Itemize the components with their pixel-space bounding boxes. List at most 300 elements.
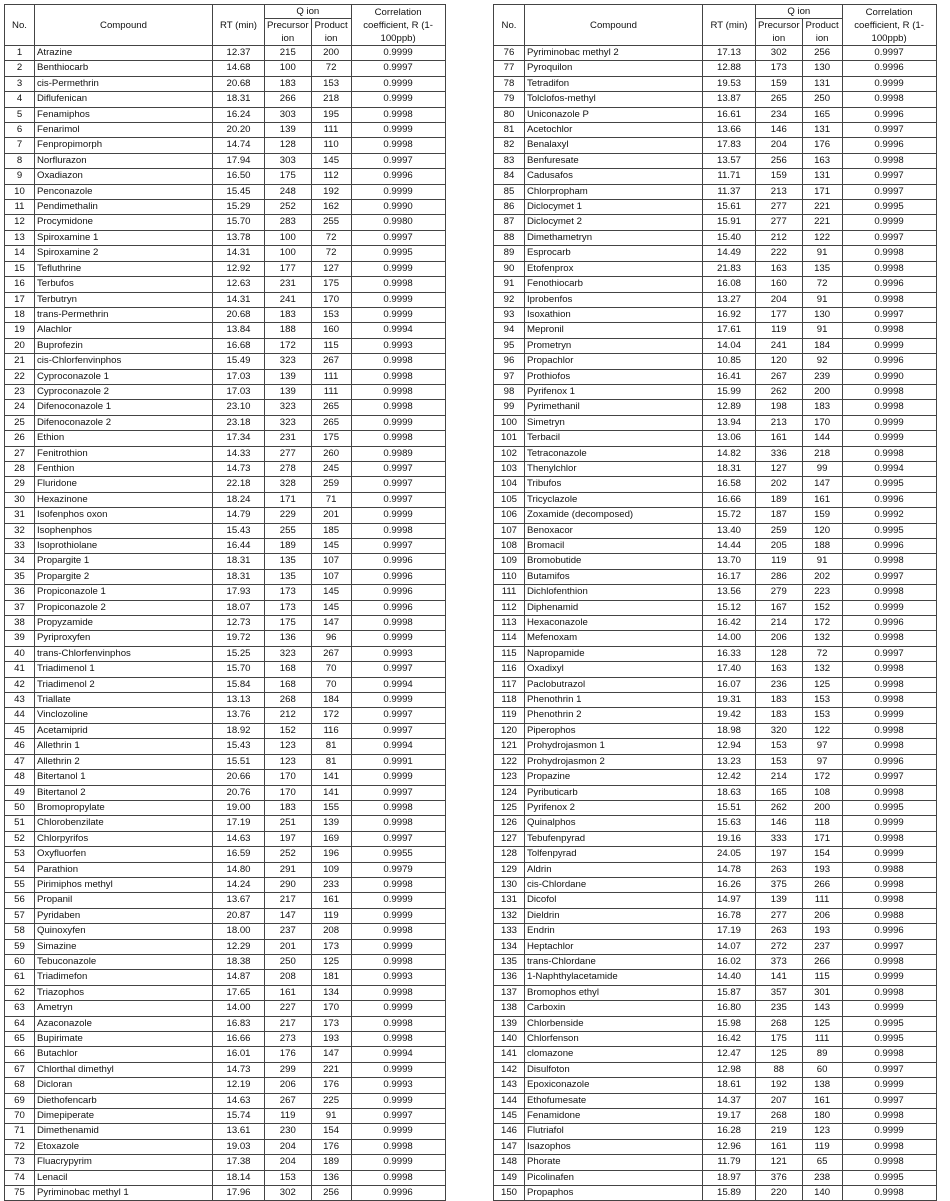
cell-correlation: 0.9998 xyxy=(842,723,936,738)
table-row xyxy=(494,785,937,800)
cell-compound: Propachlor xyxy=(525,354,703,369)
cell-no: 68 xyxy=(5,1078,35,1093)
cell-correlation: 0.9990 xyxy=(351,200,445,215)
cell-precursor: 163 xyxy=(756,662,803,677)
cell-correlation: 0.9996 xyxy=(842,492,936,507)
cell-rt: 13.13 xyxy=(213,693,265,708)
cell-rt: 14.82 xyxy=(703,446,756,461)
table-row xyxy=(494,970,937,985)
table-row xyxy=(494,1032,937,1047)
cell-rt: 18.00 xyxy=(213,924,265,939)
cell-compound: Bupirimate xyxy=(35,1032,213,1047)
cell-compound: Penconazole xyxy=(35,184,213,199)
cell-rt: 15.63 xyxy=(703,816,756,831)
cell-compound: Triadimenol 1 xyxy=(35,662,213,677)
cell-correlation: 0.9995 xyxy=(842,800,936,815)
cell-rt: 20.20 xyxy=(213,123,265,138)
cell-product: 138 xyxy=(802,1078,842,1093)
cell-precursor: 336 xyxy=(756,446,803,461)
cell-precursor: 320 xyxy=(756,723,803,738)
cell-correlation: 0.9993 xyxy=(351,1078,445,1093)
table-row xyxy=(494,893,937,908)
cell-compound: Allethrin 2 xyxy=(35,754,213,769)
cell-compound: 1-Naphthylacetamide xyxy=(525,970,703,985)
cell-correlation: 0.9997 xyxy=(351,153,445,168)
table-row xyxy=(494,261,937,276)
cell-product: 120 xyxy=(802,523,842,538)
cell-precursor: 159 xyxy=(756,76,803,91)
cell-product: 131 xyxy=(802,76,842,91)
cell-compound: Fenthion xyxy=(35,461,213,476)
cell-rt: 19.31 xyxy=(703,693,756,708)
cell-compound: Pirimiphos methyl xyxy=(35,877,213,892)
cell-rt: 12.73 xyxy=(213,616,265,631)
cell-precursor: 183 xyxy=(265,307,312,322)
cell-product: 92 xyxy=(802,354,842,369)
cell-correlation: 0.9998 xyxy=(842,662,936,677)
cell-rt: 13.70 xyxy=(703,554,756,569)
cell-rt: 14.74 xyxy=(213,138,265,153)
cell-precursor: 147 xyxy=(265,908,312,923)
cell-precursor: 235 xyxy=(756,1001,803,1016)
cell-compound: Simazine xyxy=(35,939,213,954)
cell-product: 162 xyxy=(311,200,351,215)
cell-product: 140 xyxy=(802,1186,842,1201)
cell-precursor: 237 xyxy=(265,924,312,939)
cell-no: 73 xyxy=(5,1155,35,1170)
cell-rt: 16.44 xyxy=(213,539,265,554)
cell-correlation: 0.9999 xyxy=(351,261,445,276)
cell-precursor: 262 xyxy=(756,384,803,399)
cell-precursor: 231 xyxy=(265,277,312,292)
cell-compound: Bitertanol 1 xyxy=(35,770,213,785)
cell-compound: Pyrimethanil xyxy=(525,400,703,415)
cell-compound: Etoxazole xyxy=(35,1139,213,1154)
table-row xyxy=(5,446,446,461)
cell-correlation: 0.9998 xyxy=(842,785,936,800)
cell-product: 260 xyxy=(311,446,351,461)
cell-compound: trans-Chlorfenvinphos xyxy=(35,646,213,661)
cell-compound: Dimethametryn xyxy=(525,230,703,245)
cell-no: 22 xyxy=(5,369,35,384)
cell-precursor: 277 xyxy=(756,215,803,230)
cell-compound: Disulfoton xyxy=(525,1062,703,1077)
cell-no: 82 xyxy=(494,138,525,153)
cell-precursor: 357 xyxy=(756,985,803,1000)
cell-no: 136 xyxy=(494,970,525,985)
cell-correlation: 0.9998 xyxy=(842,631,936,646)
cell-no: 80 xyxy=(494,107,525,122)
table-row xyxy=(494,169,937,184)
cell-correlation: 0.9999 xyxy=(842,847,936,862)
cell-correlation: 0.9997 xyxy=(842,646,936,661)
table-row xyxy=(5,723,446,738)
cell-compound: Pyriminobac methyl 1 xyxy=(35,1186,213,1201)
cell-no: 85 xyxy=(494,184,525,199)
cell-precursor: 183 xyxy=(756,708,803,723)
cell-rt: 14.07 xyxy=(703,939,756,954)
cell-precursor: 248 xyxy=(265,184,312,199)
cell-rt: 11.79 xyxy=(703,1155,756,1170)
table-row xyxy=(5,415,446,430)
cell-precursor: 136 xyxy=(265,631,312,646)
cell-correlation: 0.9997 xyxy=(842,569,936,584)
header-rt: RT (min) xyxy=(703,5,756,46)
cell-rt: 12.47 xyxy=(703,1047,756,1062)
table-row xyxy=(5,92,446,107)
cell-rt: 18.31 xyxy=(703,461,756,476)
cell-no: 6 xyxy=(5,123,35,138)
table-row xyxy=(494,585,937,600)
cell-no: 56 xyxy=(5,893,35,908)
cell-no: 26 xyxy=(5,431,35,446)
cell-correlation: 0.9998 xyxy=(842,1155,936,1170)
cell-product: 161 xyxy=(802,1093,842,1108)
cell-no: 91 xyxy=(494,277,525,292)
cell-compound: Benoxacor xyxy=(525,523,703,538)
table-row xyxy=(5,800,446,815)
cell-precursor: 165 xyxy=(756,785,803,800)
cell-product: 116 xyxy=(311,723,351,738)
cell-precursor: 188 xyxy=(265,323,312,338)
cell-precursor: 299 xyxy=(265,1062,312,1077)
cell-correlation: 0.9997 xyxy=(842,939,936,954)
cell-compound: Paclobutrazol xyxy=(525,677,703,692)
cell-product: 223 xyxy=(802,585,842,600)
table-row xyxy=(5,877,446,892)
cell-precursor: 127 xyxy=(756,461,803,476)
cell-precursor: 219 xyxy=(756,1124,803,1139)
cell-compound: Chlorfenson xyxy=(525,1032,703,1047)
cell-precursor: 205 xyxy=(756,539,803,554)
cell-no: 99 xyxy=(494,400,525,415)
cell-product: 154 xyxy=(802,847,842,862)
cell-precursor: 192 xyxy=(756,1078,803,1093)
cell-correlation: 0.9998 xyxy=(842,92,936,107)
cell-no: 112 xyxy=(494,600,525,615)
cell-correlation: 0.9997 xyxy=(842,123,936,138)
cell-correlation: 0.9996 xyxy=(842,354,936,369)
cell-correlation: 0.9999 xyxy=(351,893,445,908)
cell-precursor: 120 xyxy=(756,354,803,369)
cell-no: 81 xyxy=(494,123,525,138)
cell-no: 144 xyxy=(494,1093,525,1108)
cell-precursor: 252 xyxy=(265,200,312,215)
cell-rt: 16.01 xyxy=(213,1047,265,1062)
cell-no: 65 xyxy=(5,1032,35,1047)
cell-rt: 17.13 xyxy=(703,46,756,61)
cell-no: 3 xyxy=(5,76,35,91)
cell-compound: Oxadixyl xyxy=(525,662,703,677)
cell-product: 171 xyxy=(802,831,842,846)
cell-compound: Alachlor xyxy=(35,323,213,338)
table-row xyxy=(5,323,446,338)
cell-no: 109 xyxy=(494,554,525,569)
cell-no: 125 xyxy=(494,800,525,815)
cell-product: 267 xyxy=(311,646,351,661)
cell-compound: Fenarimol xyxy=(35,123,213,138)
cell-rt: 13.06 xyxy=(703,431,756,446)
table-row xyxy=(5,477,446,492)
table-row xyxy=(494,739,937,754)
cell-compound: Azaconazole xyxy=(35,1016,213,1031)
cell-rt: 16.92 xyxy=(703,307,756,322)
table-row xyxy=(5,292,446,307)
cell-correlation: 0.9995 xyxy=(842,200,936,215)
cell-precursor: 160 xyxy=(756,277,803,292)
cell-product: 65 xyxy=(802,1155,842,1170)
header-qion: Q ion xyxy=(265,5,352,19)
cell-no: 2 xyxy=(5,61,35,76)
cell-no: 138 xyxy=(494,1001,525,1016)
cell-product: 119 xyxy=(311,908,351,923)
cell-no: 132 xyxy=(494,908,525,923)
cell-product: 173 xyxy=(311,939,351,954)
cell-compound: Lenacil xyxy=(35,1170,213,1185)
cell-rt: 15.61 xyxy=(703,200,756,215)
cell-compound: cis-Chlordane xyxy=(525,877,703,892)
table-row xyxy=(5,862,446,877)
cell-compound: Epoxiconazole xyxy=(525,1078,703,1093)
cell-product: 115 xyxy=(311,338,351,353)
cell-correlation: 0.9997 xyxy=(351,477,445,492)
cell-rt: 16.41 xyxy=(703,369,756,384)
cell-product: 256 xyxy=(311,1186,351,1201)
cell-precursor: 268 xyxy=(756,1016,803,1031)
cell-no: 23 xyxy=(5,384,35,399)
table-row xyxy=(5,847,446,862)
cell-precursor: 283 xyxy=(265,215,312,230)
cell-rt: 17.19 xyxy=(213,816,265,831)
cell-correlation: 0.9998 xyxy=(842,877,936,892)
cell-rt: 14.00 xyxy=(213,1001,265,1016)
cell-rt: 20.68 xyxy=(213,307,265,322)
cell-precursor: 267 xyxy=(756,369,803,384)
cell-compound: Cadusafos xyxy=(525,169,703,184)
cell-rt: 17.61 xyxy=(703,323,756,338)
cell-rt: 19.17 xyxy=(703,1109,756,1124)
cell-product: 118 xyxy=(802,816,842,831)
cell-correlation: 0.9998 xyxy=(351,800,445,815)
cell-correlation: 0.9999 xyxy=(351,631,445,646)
cell-compound: Pyridaben xyxy=(35,908,213,923)
cell-correlation: 0.9999 xyxy=(351,92,445,107)
cell-compound: Isazophos xyxy=(525,1139,703,1154)
cell-rt: 18.61 xyxy=(703,1078,756,1093)
cell-rt: 15.12 xyxy=(703,600,756,615)
cell-correlation: 0.9997 xyxy=(351,492,445,507)
cell-product: 99 xyxy=(802,461,842,476)
cell-product: 125 xyxy=(311,954,351,969)
cell-precursor: 323 xyxy=(265,354,312,369)
cell-no: 1 xyxy=(5,46,35,61)
cell-precursor: 217 xyxy=(265,893,312,908)
cell-rt: 15.51 xyxy=(213,754,265,769)
table-row xyxy=(5,631,446,646)
cell-correlation: 0.9998 xyxy=(842,739,936,754)
cell-no: 142 xyxy=(494,1062,525,1077)
cell-compound: Tolclofos-methyl xyxy=(525,92,703,107)
cell-product: 170 xyxy=(802,415,842,430)
cell-compound: trans-Permethrin xyxy=(35,307,213,322)
cell-rt: 14.31 xyxy=(213,292,265,307)
cell-product: 185 xyxy=(311,523,351,538)
cell-rt: 20.68 xyxy=(213,76,265,91)
table-row xyxy=(494,569,937,584)
cell-compound: Propargite 2 xyxy=(35,569,213,584)
table-row xyxy=(5,1047,446,1062)
cell-correlation: 0.9998 xyxy=(842,985,936,1000)
cell-correlation: 0.9999 xyxy=(842,431,936,446)
table-row xyxy=(5,215,446,230)
cell-no: 127 xyxy=(494,831,525,846)
cell-product: 155 xyxy=(311,800,351,815)
cell-correlation: 0.9998 xyxy=(351,523,445,538)
cell-correlation: 0.9997 xyxy=(351,785,445,800)
cell-correlation: 0.9999 xyxy=(842,215,936,230)
table-row xyxy=(494,677,937,692)
cell-precursor: 214 xyxy=(756,770,803,785)
table-row xyxy=(494,831,937,846)
table-row xyxy=(5,153,446,168)
cell-rt: 15.84 xyxy=(213,677,265,692)
cell-product: 153 xyxy=(311,76,351,91)
cell-no: 19 xyxy=(5,323,35,338)
table-row xyxy=(5,1032,446,1047)
cell-product: 91 xyxy=(802,246,842,261)
cell-rt: 15.45 xyxy=(213,184,265,199)
cell-rt: 16.78 xyxy=(703,908,756,923)
cell-correlation: 0.9998 xyxy=(351,369,445,384)
cell-product: 176 xyxy=(311,1139,351,1154)
cell-product: 91 xyxy=(802,292,842,307)
cell-precursor: 241 xyxy=(265,292,312,307)
cell-no: 146 xyxy=(494,1124,525,1139)
cell-product: 161 xyxy=(311,893,351,908)
cell-rt: 14.63 xyxy=(213,1093,265,1108)
cell-rt: 12.88 xyxy=(703,61,756,76)
cell-no: 16 xyxy=(5,277,35,292)
cell-rt: 19.16 xyxy=(703,831,756,846)
table-row xyxy=(5,1124,446,1139)
cell-compound: Procymidone xyxy=(35,215,213,230)
table-row xyxy=(494,924,937,939)
table-row xyxy=(494,477,937,492)
cell-no: 57 xyxy=(5,908,35,923)
cell-precursor: 146 xyxy=(756,816,803,831)
cell-no: 87 xyxy=(494,215,525,230)
header-no: No. xyxy=(5,5,35,46)
cell-product: 123 xyxy=(802,1124,842,1139)
table-row xyxy=(5,739,446,754)
cell-product: 145 xyxy=(311,585,351,600)
cell-correlation: 0.9997 xyxy=(351,539,445,554)
table-row xyxy=(5,384,446,399)
cell-precursor: 204 xyxy=(756,292,803,307)
cell-precursor: 201 xyxy=(265,939,312,954)
cell-compound: Hexaconazole xyxy=(525,616,703,631)
cell-product: 255 xyxy=(311,215,351,230)
cell-compound: Benfuresate xyxy=(525,153,703,168)
cell-no: 113 xyxy=(494,616,525,631)
cell-precursor: 153 xyxy=(756,754,803,769)
table-row xyxy=(494,323,937,338)
cell-precursor: 153 xyxy=(265,1170,312,1185)
cell-rt: 18.98 xyxy=(703,723,756,738)
cell-rt: 15.49 xyxy=(213,354,265,369)
cell-rt: 13.57 xyxy=(703,153,756,168)
cell-compound: Ethion xyxy=(35,431,213,446)
cell-product: 192 xyxy=(311,184,351,199)
table-row xyxy=(5,492,446,507)
table-row xyxy=(494,1047,937,1062)
cell-precursor: 278 xyxy=(265,461,312,476)
cell-compound: Prothiofos xyxy=(525,369,703,384)
table-row xyxy=(5,539,446,554)
cell-product: 159 xyxy=(802,508,842,523)
cell-correlation: 0.9996 xyxy=(351,569,445,584)
cell-no: 147 xyxy=(494,1139,525,1154)
table-row xyxy=(5,569,446,584)
cell-compound: Quinalphos xyxy=(525,816,703,831)
cell-product: 112 xyxy=(311,169,351,184)
cell-product: 301 xyxy=(802,985,842,1000)
table-row xyxy=(5,523,446,538)
cell-correlation: 0.9999 xyxy=(351,415,445,430)
cell-rt: 14.44 xyxy=(703,539,756,554)
cell-rt: 13.84 xyxy=(213,323,265,338)
cell-rt: 13.40 xyxy=(703,523,756,538)
cell-correlation: 0.9997 xyxy=(842,1062,936,1077)
cell-rt: 13.61 xyxy=(213,1124,265,1139)
cell-product: 221 xyxy=(311,1062,351,1077)
cell-product: 127 xyxy=(311,261,351,276)
compound-table-left xyxy=(4,4,446,1201)
cell-correlation: 0.9998 xyxy=(842,1109,936,1124)
cell-compound: Terbutryn xyxy=(35,292,213,307)
cell-compound: Pyributicarb xyxy=(525,785,703,800)
cell-correlation: 0.9994 xyxy=(351,739,445,754)
table-row xyxy=(5,754,446,769)
cell-no: 77 xyxy=(494,61,525,76)
table-row xyxy=(494,1124,937,1139)
cell-product: 130 xyxy=(802,307,842,322)
cell-product: 141 xyxy=(311,785,351,800)
cell-compound: Carboxin xyxy=(525,1001,703,1016)
cell-rt: 16.58 xyxy=(703,477,756,492)
cell-compound: Quinoxyfen xyxy=(35,924,213,939)
cell-rt: 15.91 xyxy=(703,215,756,230)
cell-compound: Diflufenican xyxy=(35,92,213,107)
cell-precursor: 119 xyxy=(265,1109,312,1124)
cell-product: 130 xyxy=(802,61,842,76)
cell-rt: 19.53 xyxy=(703,76,756,91)
cell-precursor: 303 xyxy=(265,107,312,122)
cell-correlation: 0.9998 xyxy=(351,616,445,631)
cell-correlation: 0.9999 xyxy=(842,1001,936,1016)
cell-compound: Dimepiperate xyxy=(35,1109,213,1124)
cell-correlation: 0.9994 xyxy=(842,461,936,476)
cell-product: 111 xyxy=(311,369,351,384)
cell-rt: 13.78 xyxy=(213,230,265,245)
cell-correlation: 0.9997 xyxy=(351,662,445,677)
cell-precursor: 100 xyxy=(265,61,312,76)
cell-correlation: 0.9979 xyxy=(351,862,445,877)
cell-no: 7 xyxy=(5,138,35,153)
cell-compound: Thenylchlor xyxy=(525,461,703,476)
cell-correlation: 0.9998 xyxy=(351,877,445,892)
cell-precursor: 266 xyxy=(265,92,312,107)
